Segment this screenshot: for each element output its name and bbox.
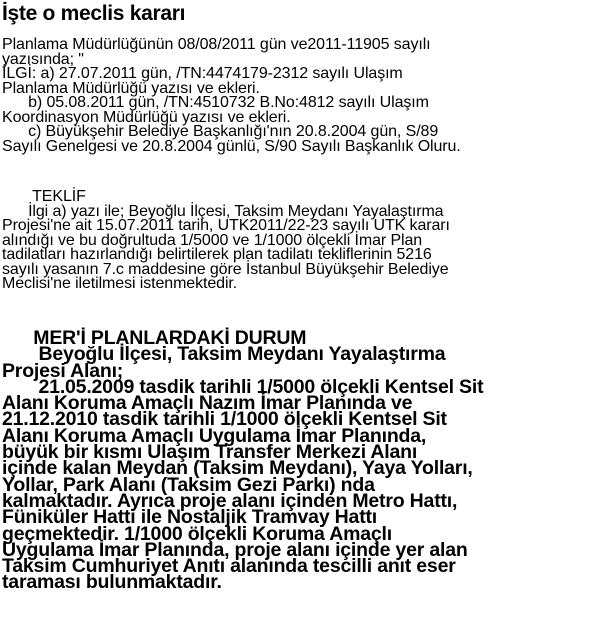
text-line: Sayılı Genelgesi ve 20.8.2004 günlü, S/90 Sayılı Başkanlık Oluru. [2,137,461,155]
letter-block [2,38,461,154]
text-line: Alanı Koruma Amaçlı Nazım İmar Planında ve [2,392,413,415]
text-line: taraması bulunmaktadır. [2,571,222,594]
text-line: Projesi Alanı; [2,359,124,382]
text-line: alındığı ve bu doğrultuda 1/5000 ve 1/1000 ölçekli İmar Plan [2,231,423,249]
proposal-block [2,190,450,292]
text-line: 21.05.2009 tasdik tarihli 1/5000 ölçekli Kentsel Sit [2,375,484,398]
text-line: kalmaktadır. Ayrıca proje alanı içinden Metro Hattı, [2,489,458,512]
text-line: Planlama Müdürlüğünün 08/08/2011 gün ve2011-11905 sayılı [2,36,431,53]
text-line: Alanı Koruma Amaçlı Uygulama İmar Planında, [2,424,427,447]
text-line: Taksim Cumhuriyet Anıtı alanında tescilli anıt eser [2,555,456,578]
text-line: Planlama Müdürlüğü yazısı ve ekleri. [2,79,260,97]
text-line: Projesi'ne ait 15.07.2011 tarih, UTK2011/22-23 sayılı UTK kararı [2,217,450,234]
text-line: 21.12.2010 tasdik tarihli 1/1000 ölçekli Kentsel Sit [2,408,447,431]
text-line: İLGİ: a) 27.07.2011 gün, /TN:4474179-2312 sayılı Ulaşım [2,65,403,82]
text-line: Koordinasyon Müdürlüğü yazısı ve ekleri. [2,108,291,126]
text-line: Füniküler Hattı ile Nostaljik Tramvay Hattı [2,506,378,529]
text-line: Yollar, Park Alanı (Taksim Gezi Parkı) nda [2,473,375,496]
text-line: b) 05.08.2011 gün, /TN:4510732 B.No:4812 sayılı Ulaşım [2,94,429,111]
text-line: Uygulama İmar Planında, proje alanı içinde yer alan [2,538,468,561]
page-title: İşte o meclis kararı [2,2,186,25]
text-line: büyük bir kısmı Ulaşım Transfer Merkezi Alanı [2,441,418,464]
text-line: yazısında; " [2,50,84,68]
text-line: Beyoğlu İlçesi, Taksim Meydanı Yayalaştırma [2,343,446,366]
section-heading: MER'İ PLANLARDAKİ DURUM [2,327,307,349]
text-line: içinde kalan Meydan (Taksim Meydanı), Yaya Yolları, [2,457,473,480]
plan-status-block [2,327,484,594]
text-line: İlgi a) yazı ile; Beyoğlu İlçesi, Taksim Meydanı Yayalaştırma [2,202,444,220]
text-line: tadilatları hazırlandığı belirtilerek plan tadilatı tekliflerinin 5216 [2,246,432,263]
text-line: Meclisi'ne iletilmesi istenmektedir. [2,275,238,292]
text-line: c) Büyükşehir Belediye Başkanlığı'nın 20.8.2004 gün, S/89 [2,123,439,140]
text-line: geçmektedir. 1/1000 ölçekli Koruma Amaçlı [2,522,392,545]
text-line: sayılı yasanın 7.c maddesine göre İstanbul Büyükşehir Belediye [2,260,449,278]
section-heading: TEKLİF [2,188,86,205]
